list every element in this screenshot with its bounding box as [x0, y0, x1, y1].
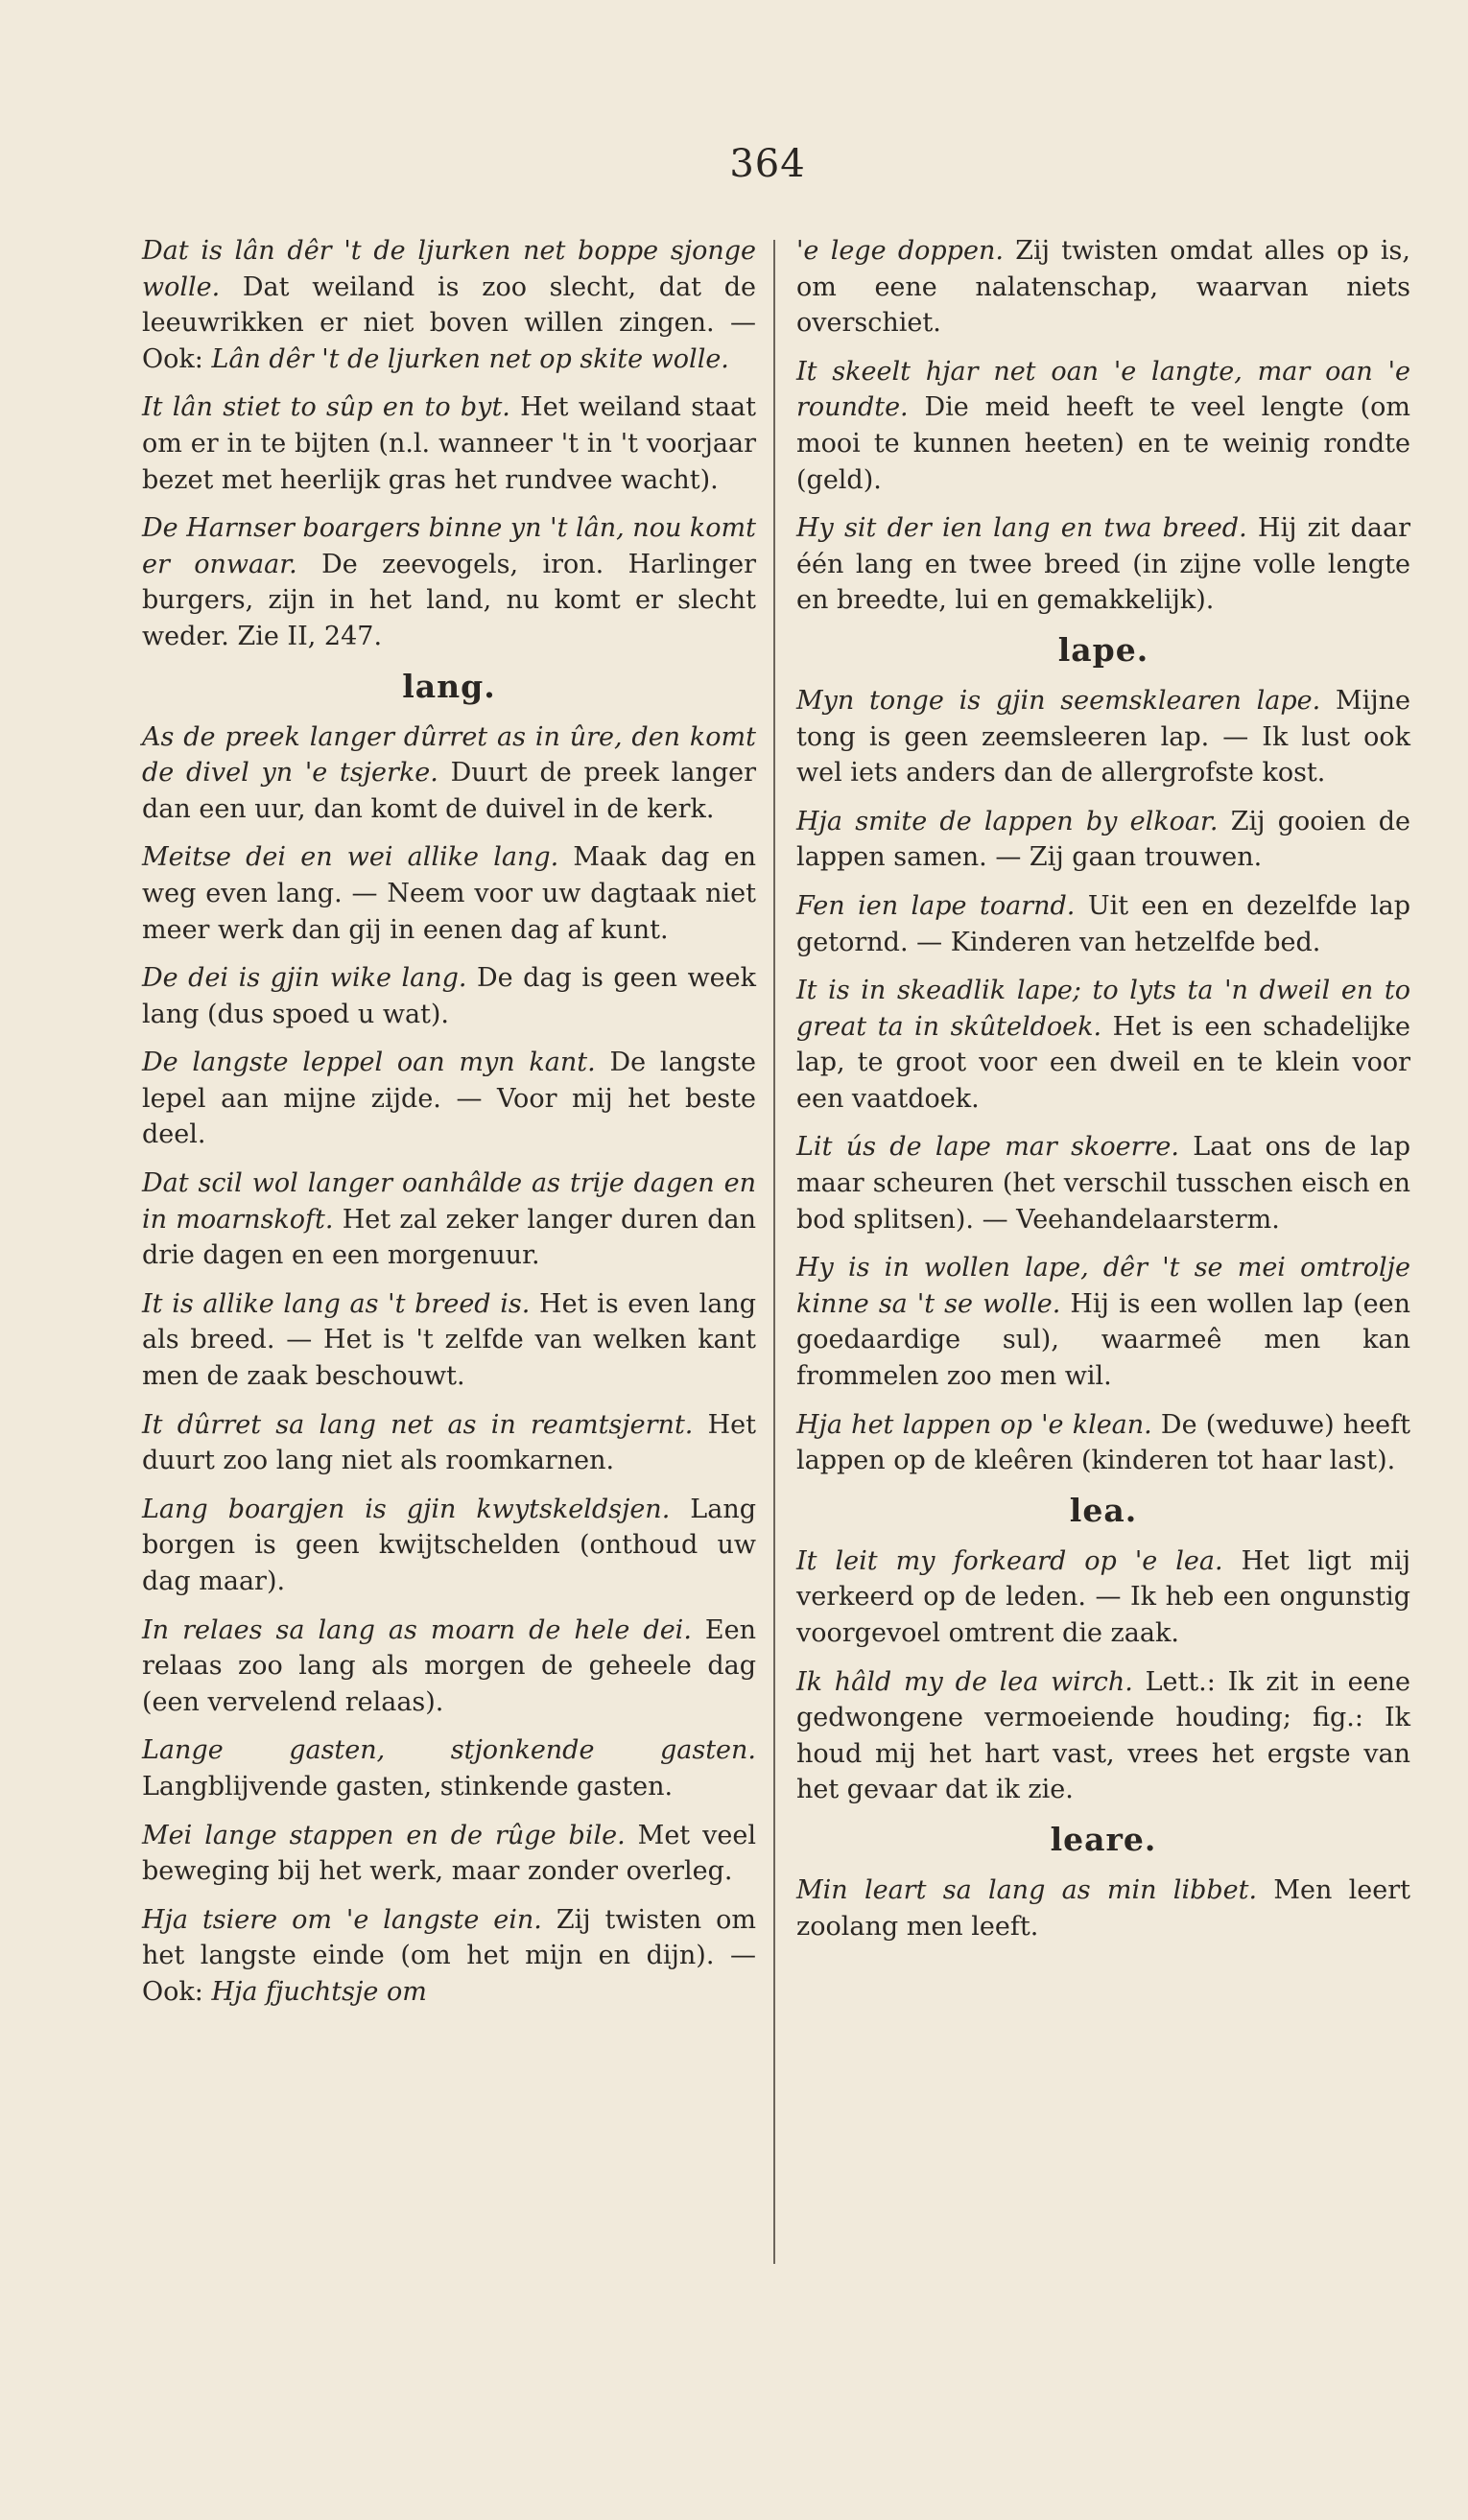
proverb-entry: [142, 1902, 756, 2011]
proverb-entry: [796, 354, 1410, 498]
page-number: 364: [729, 142, 806, 186]
frisian-proverb: Hy is in wollen lape, dêr 't se mei omtrolje kinne sa 't se wolle.: [796, 1253, 1410, 1319]
dutch-explanation: Duurt de preek langer dan een uur, dan komt de duivel in de kerk.: [142, 758, 757, 824]
dutch-explanation: Het is een schadelijke lap, te groot voor een dweil en te klein voor een vaatdoek.: [796, 1011, 1411, 1114]
proverb-entry: [142, 389, 756, 498]
headword: lape.: [1057, 630, 1149, 669]
dutch-explanation: Zij twisten om het langste einde (om het mijn en dijn). — Ook:: [142, 1904, 756, 2007]
proverb-entry: [142, 719, 756, 828]
frisian-proverb: Hja het lappen op 'e klean.: [796, 1409, 1152, 1440]
dutch-explanation: Laat ons de lap maar scheuren (het verschil tusschen eisch en bod splitsen). — Veehandelaarsterm.: [796, 1132, 1410, 1235]
proverb-entry: [796, 888, 1410, 960]
proverb-entry: [796, 1129, 1410, 1237]
frisian-proverb: Ik hâld my de lea wirch.: [796, 1666, 1133, 1697]
frisian-proverb: Lang boargjen is gjin kwytskeldsjen.: [142, 1494, 671, 1524]
headword: lea.: [1069, 1491, 1138, 1529]
frisian-variant: Hja fjuchtsje om: [211, 1976, 427, 2007]
dutch-explanation: Lang borgen is geen kwijtschelden (onthoud uw dag maar).: [142, 1494, 756, 1596]
proverb-entry: [142, 1166, 756, 1274]
dutch-explanation: Dat weiland is zoo slecht, dat de leeuwrikken er niet boven willen zingen. — Ook:: [142, 271, 756, 374]
dutch-explanation: Een relaas zoo lang als morgen de geheele dag (een vervelend relaas).: [142, 1614, 756, 1717]
dutch-explanation: Die meid heeft te veel lengte (om mooi te kunnen heeten) en te weinig rondte (geld).: [796, 392, 1410, 495]
frisian-proverb: Lit ús de lape mar skoerre.: [796, 1132, 1179, 1163]
left-column: [142, 233, 756, 2023]
frisian-proverb: Meitse dei en wei allike lang.: [142, 842, 559, 873]
dutch-explanation: Zij gooien de lappen samen. — Zij gaan trouwen.: [796, 806, 1410, 873]
proverb-entry: [796, 1872, 1410, 1944]
dutch-explanation: Lett.: Ik zit in eene gedwongene vermoeiende houding; fig.: Ik houd mij het hart vast, vrees het ergste van het gevaar dat ik zie.: [796, 1666, 1410, 1805]
dutch-explanation: Zij twisten omdat alles op is, om eene nalatenschap, waarvan niets overschiet.: [796, 236, 1410, 339]
dutch-explanation: Het weiland staat om er in te bijten (n.l. wanneer 't in 't voorjaar bezet met heerlijk gras het rundvee wacht).: [142, 392, 756, 495]
frisian-proverb: Dat is lân dêr 't de ljurken net boppe sjonge wolle.: [142, 236, 756, 302]
column-divider: [773, 240, 775, 2264]
dutch-explanation: Hij zit daar één lang en twee breed (in zijne volle lengte en breedte, lui en gemakkelijk).: [796, 513, 1410, 616]
proverb-entry: [796, 510, 1410, 619]
frisian-proverb: De langste leppel oan myn kant.: [142, 1048, 596, 1078]
dutch-explanation: Men leert zoolang men leeft.: [796, 1874, 1411, 1942]
frisian-proverb: It lân stiet to sûp en to byt.: [142, 392, 510, 423]
proverb-entry: [142, 1045, 756, 1153]
proverb-entry: [796, 973, 1410, 1117]
frisian-proverb: Mei lange stappen en de rûge bile.: [142, 1820, 626, 1850]
frisian-proverb: It skeelt hjar net oan 'e langte, mar oan 'e roundte.: [796, 356, 1410, 423]
proverb-entry: [796, 683, 1410, 791]
dutch-explanation: De zeevogels, iron. Harlinger burgers, zijn in het land, nu komt er slecht weder. Zie II, 247.: [142, 549, 756, 651]
frisian-proverb: As de preek langer dûrret as in ûre, den komt de divel yn 'e tsjerke.: [142, 721, 756, 789]
proverb-entry: [142, 839, 756, 948]
frisian-proverb: 'e lege doppen.: [796, 236, 1004, 266]
proverb-entry: [142, 233, 756, 377]
dutch-explanation: De langste lepel aan mijne zijde. — Voor mij het beste deel.: [142, 1048, 756, 1150]
dutch-explanation: De (weduwe) heeft lappen op de kleêren (kinderen tot haar last).: [796, 1409, 1411, 1476]
dutch-explanation: Het duurt zoo lang niet als roomkarnen.: [142, 1409, 756, 1476]
proverb-entry: [796, 1250, 1410, 1394]
frisian-proverb: Hja smite de lappen by elkoar.: [796, 806, 1219, 836]
frisian-proverb: In relaes sa lang as moarn de hele dei.: [142, 1614, 692, 1645]
dutch-explanation: Maak dag en weg even lang. — Neem voor uw dagtaak niet meer werk dan gij in eenen dag af kunt.: [142, 842, 756, 945]
frisian-proverb: Hja tsiere om 'e langste ein.: [142, 1904, 542, 1935]
proverb-entry: [142, 510, 756, 654]
frisian-proverb: Hy sit der ien lang en twa breed.: [796, 513, 1247, 544]
proverb-entry: [796, 1664, 1410, 1808]
dutch-explanation: Het zal zeker langer duren dan drie dagen en een morgenuur.: [142, 1204, 756, 1271]
dutch-explanation: De dag is geen week lang (dus spoed u wat).: [142, 963, 756, 1029]
proverb-entry: [142, 960, 756, 1032]
headword: leare.: [1050, 1820, 1157, 1858]
dutch-explanation: Uit een en dezelfde lap getornd. — Kinderen van hetzelfde bed.: [796, 890, 1410, 957]
proverb-entry: [142, 1613, 756, 1721]
headword: lang.: [402, 667, 496, 705]
proverb-entry: [142, 1818, 756, 1890]
frisian-proverb: It is allike lang as 't breed is.: [142, 1288, 531, 1319]
proverb-entry: [142, 1407, 756, 1479]
proverb-entry: [796, 1543, 1410, 1652]
dutch-explanation: Hij is een wollen lap (een goedaardige sul), waarmeê men kan frommelen zoo men wil.: [796, 1288, 1410, 1392]
frisian-proverb: It is in skeadlik lape; to lyts ta 'n dweil en to great ta in skûteldoek.: [796, 976, 1410, 1042]
right-column: [796, 233, 1410, 1957]
dutch-explanation: Het ligt mij verkeerd op de leden. — Ik heb een ongunstig voorgevoel omtrent die zaak.: [796, 1545, 1411, 1648]
frisian-variant: Lân dêr 't de ljurken net op skite wolle.: [211, 343, 729, 374]
proverb-entry: [142, 1286, 756, 1395]
frisian-proverb: Lange gasten, stjonkende gasten.: [142, 1735, 756, 1766]
frisian-proverb: De dei is gjin wike lang.: [142, 963, 467, 994]
proverb-entry: [142, 1732, 756, 1804]
frisian-proverb: De Harnser boargers binne yn 't lân, nou komt er onwaar.: [142, 513, 756, 579]
proverb-entry: [142, 1492, 756, 1600]
dutch-explanation: Mijne tong is geen zeemsleeren lap. — Ik lust ook wel iets anders dan de allergrofste kost.: [796, 685, 1410, 789]
dutch-explanation: Langblijvende gasten, stinkende gasten.: [142, 1771, 674, 1802]
frisian-proverb: Fen ien lape toarnd.: [796, 890, 1076, 921]
frisian-proverb: It dûrret sa lang net as in reamtsjernt.: [142, 1409, 694, 1440]
proverb-entry: [796, 804, 1410, 876]
dutch-explanation: Met veel beweging bij het werk, maar zonder overleg.: [142, 1820, 756, 1887]
dutch-explanation: Het is even lang als breed. — Het is 't zelfde van welken kant men de zaak beschouwt.: [142, 1288, 757, 1392]
proverb-entry: [796, 233, 1410, 341]
frisian-proverb: Dat scil wol langer oanhâlde as trije dagen en in moarnskoft.: [142, 1168, 756, 1235]
frisian-proverb: It leit my forkeard op 'e lea.: [796, 1545, 1223, 1576]
frisian-proverb: Myn tonge is gjin seemsklearen lape.: [796, 685, 1321, 716]
proverb-entry: [796, 1407, 1410, 1479]
frisian-proverb: Min leart sa lang as min libbet.: [796, 1874, 1258, 1905]
